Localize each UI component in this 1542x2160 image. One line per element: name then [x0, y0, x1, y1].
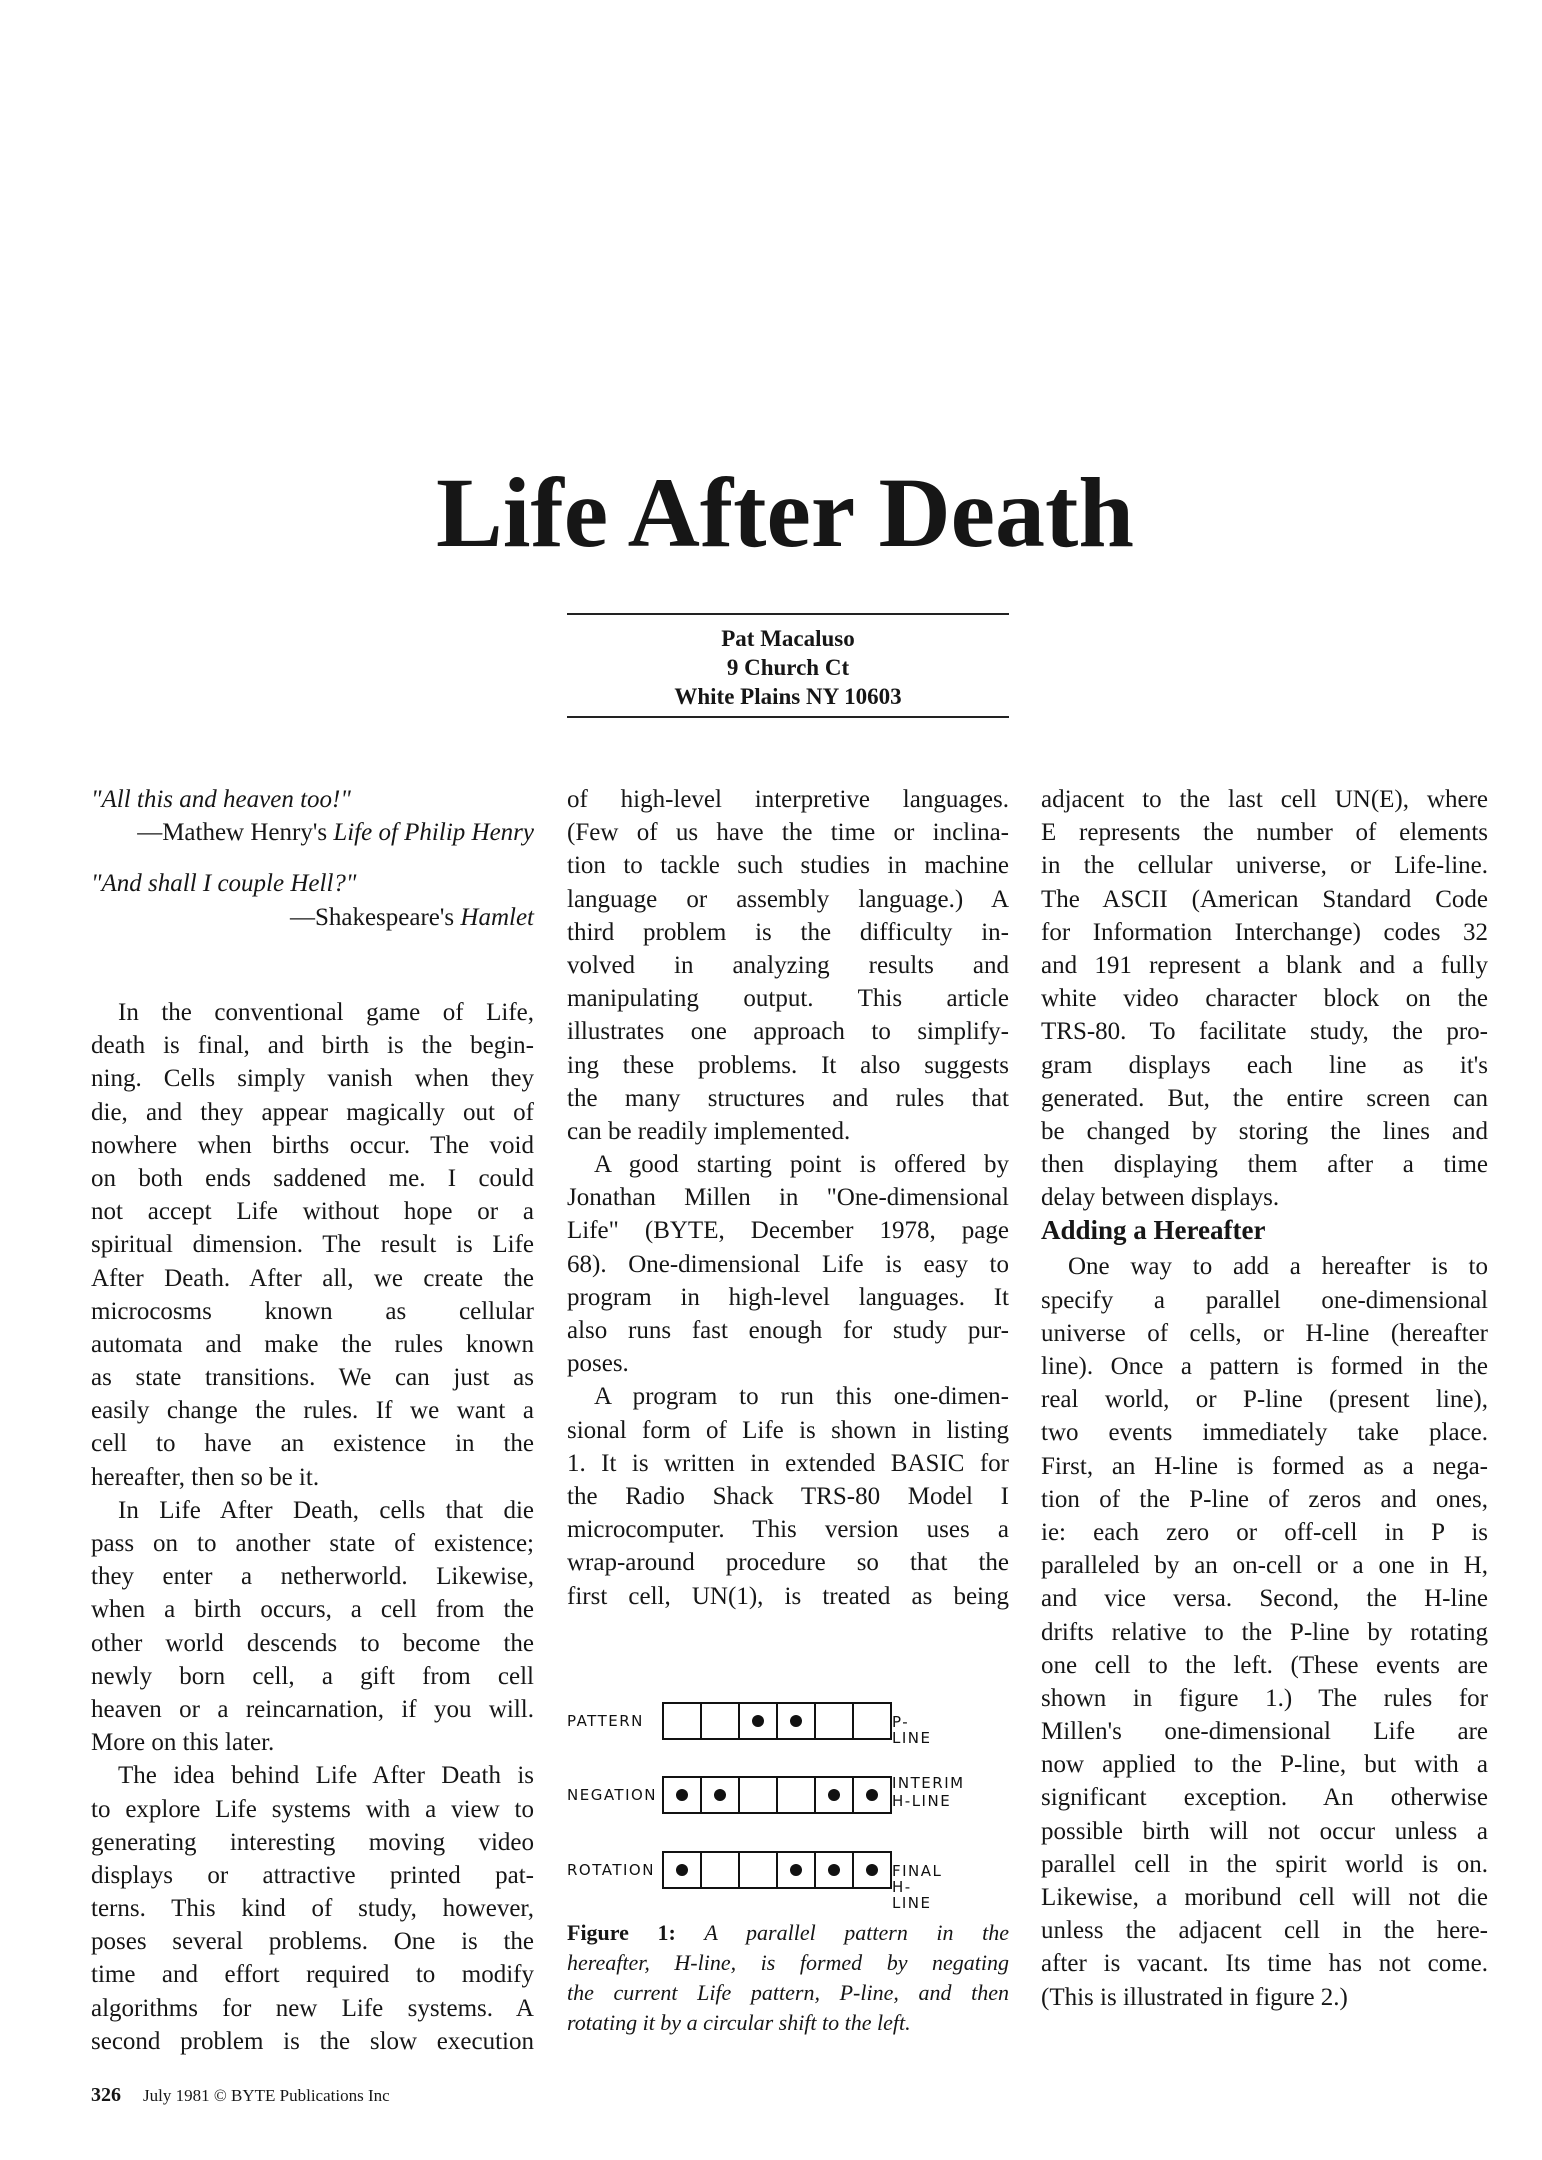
- text-line: The ASCII (American Standard Code: [1041, 885, 1488, 913]
- paragraph: [91, 1494, 534, 1760]
- article-title: Life After Death: [436, 457, 1134, 568]
- text-line: death is final, and birth is the begin-: [91, 1032, 534, 1060]
- text-line: drifts relative to the P-line by rotating: [1041, 1618, 1488, 1646]
- text-line: delay between displays.: [1041, 1184, 1280, 1212]
- author-street: 9 Church Ct: [726, 655, 850, 680]
- figure-caption: [567, 1918, 1009, 2038]
- attribution-author: —Mathew Henry's: [137, 819, 334, 847]
- on-cell: [664, 1778, 702, 1812]
- row-label: NEGATION: [567, 1786, 658, 1804]
- text-line: the Radio Shack TRS-80 Model I: [567, 1482, 1009, 1510]
- off-cell: [702, 1704, 740, 1738]
- paragraph: [1041, 783, 1488, 1214]
- text-line: microcosms known as cellular: [91, 1297, 534, 1325]
- text-line: Likewise, a moribund cell will not die: [1041, 1884, 1488, 1911]
- text-line: white video character block on the: [1041, 985, 1488, 1013]
- caption-label: Figure 1:: [567, 1920, 676, 1945]
- text-line: easily change the rules. If we want a: [91, 1397, 534, 1425]
- off-cell: [664, 1704, 702, 1738]
- text-line: on both ends saddened me. I could: [91, 1164, 534, 1192]
- text-line: then displaying them after a time: [1041, 1151, 1488, 1179]
- text-line: automata and make the rules known: [91, 1330, 534, 1358]
- text-column-2: [567, 783, 1009, 1613]
- caption-line: the current Life pattern, P-line, and then: [567, 1980, 1009, 2005]
- text-line: nowhere when births occur. The void: [91, 1131, 534, 1159]
- annotation-line: FINAL H-LINE: [892, 1862, 943, 1912]
- on-cell: [778, 1704, 816, 1738]
- cell-strip: [662, 1702, 892, 1740]
- text-line: ning. Cells simply vanish when they: [91, 1065, 534, 1093]
- text-line: adjacent to the last cell UN(E), where: [1041, 786, 1488, 813]
- on-cell: [664, 1853, 702, 1887]
- annotation-line: H-LINE: [892, 1792, 952, 1810]
- cell-strip: [662, 1851, 892, 1889]
- text-line: E represents the number of elements: [1041, 819, 1488, 847]
- page-number: 326: [91, 2084, 121, 2106]
- on-cell: [778, 1853, 816, 1887]
- text-line: specify a parallel one-dimensional: [1041, 1286, 1488, 1314]
- text-line: poses.: [567, 1350, 629, 1378]
- text-line: A program to run this one-dimen-: [594, 1383, 1009, 1411]
- text-line: in the cellular universe, or Life-line.: [1041, 852, 1488, 880]
- text-line: heaven or a reincarnation, if you will.: [91, 1695, 534, 1723]
- text-line: displays or attractive printed pat-: [91, 1861, 534, 1889]
- text-line: wrap-around procedure so that the: [567, 1549, 1009, 1577]
- caption-line: [567, 1918, 1009, 1948]
- author-block: [567, 624, 1009, 711]
- off-cell: [778, 1778, 816, 1812]
- text-line: manipulating output. This article: [567, 985, 1009, 1013]
- text-line: when a birth occurs, a cell from the: [91, 1596, 534, 1624]
- text-line: two events immediately take place.: [1041, 1419, 1488, 1447]
- text-line: paralleled by an on-cell or a one in H,: [1041, 1552, 1488, 1580]
- attribution-work: Hamlet: [460, 903, 534, 931]
- text-line: and 191 represent a blank and a fully: [1041, 951, 1488, 979]
- off-cell: [854, 1704, 890, 1738]
- text-line: also runs fast enough for study pur-: [567, 1317, 1009, 1344]
- divider: [567, 613, 1009, 615]
- text-line: gram displays each line as it's: [1041, 1051, 1488, 1079]
- paragraph: [91, 1759, 534, 2058]
- off-cell: [702, 1853, 740, 1887]
- text-line: 1. It is written in extended BASIC for: [567, 1449, 1009, 1477]
- text-column-1: [91, 996, 534, 2058]
- off-cell: [740, 1778, 778, 1812]
- text-line: cell to have an existence in the: [91, 1430, 534, 1458]
- on-cell: [702, 1778, 740, 1812]
- paragraph: [567, 783, 1009, 1148]
- text-line: now applied to the P-line, but with a: [1041, 1751, 1488, 1779]
- text-line: time and effort required to modify: [91, 1961, 534, 1989]
- caption-line: hereafter, H-line, is formed by negating: [567, 1950, 1009, 1975]
- text-line: other world descends to become the: [91, 1629, 534, 1657]
- text-line: (This is illustrated in figure 2.): [1041, 1983, 1348, 2011]
- text-line: In Life After Death, cells that die: [118, 1496, 534, 1524]
- text-line: One way to add a hereafter is to: [1068, 1253, 1488, 1281]
- row-annotation: [892, 1714, 931, 1746]
- text-line: microcomputer. This version uses a: [567, 1516, 1009, 1544]
- text-line: spiritual dimension. The result is Life: [91, 1231, 534, 1259]
- author-name: Pat Macaluso: [721, 626, 855, 651]
- off-cell: [816, 1704, 854, 1738]
- text-line: not accept Life without hope or a: [91, 1198, 534, 1226]
- text-line: parallel cell in the spirit world is on.: [1041, 1850, 1488, 1878]
- text-line: generating interesting moving video: [91, 1828, 534, 1856]
- caption-text: A parallel pattern in the: [704, 1920, 1009, 1945]
- text-line: be changed by storing the lines and: [1041, 1117, 1488, 1145]
- row-annotation: [892, 1863, 942, 1911]
- page-footer: [91, 2084, 390, 2107]
- text-line: one cell to the left. (These events are: [1041, 1651, 1488, 1679]
- text-line: 68). One-dimensional Life is easy to: [567, 1250, 1009, 1278]
- text-line: After Death. After all, we create the: [91, 1264, 534, 1292]
- text-line: of high-level interpretive languages.: [567, 786, 1009, 813]
- footer-text: July 1981 © BYTE Publications Inc: [143, 2086, 390, 2105]
- text-line: In the conventional game of Life,: [118, 999, 534, 1026]
- text-line: die, and they appear magically out of: [91, 1098, 534, 1126]
- text-line: illustrates one approach to simplify-: [567, 1018, 1009, 1046]
- text-line: tion of the P-line of zeros and ones,: [1041, 1485, 1488, 1513]
- paragraph: [567, 1148, 1009, 1380]
- text-line: (Few of us have the time or inclina-: [567, 819, 1009, 847]
- on-cell: [816, 1778, 854, 1812]
- text-line: language or assembly language.) A: [567, 885, 1009, 913]
- text-line: significant exception. An otherwise: [1041, 1784, 1488, 1812]
- off-cell: [740, 1853, 778, 1887]
- annotation-line: P-LINE: [892, 1713, 932, 1747]
- text-line: generated. But, the entire screen can: [1041, 1084, 1488, 1112]
- text-line: tion to tackle such studies in machine: [567, 852, 1009, 880]
- on-cell: [854, 1853, 890, 1887]
- text-line: poses several problems. One is the: [91, 1928, 534, 1956]
- text-line: for Information Interchange) codes 32: [1041, 918, 1488, 946]
- cell-strip: [662, 1776, 892, 1814]
- caption-line: rotating it by a circular shift to the left.: [567, 2010, 911, 2035]
- text-line: shown in figure 1.) The rules for: [1041, 1684, 1488, 1712]
- text-column-3: [1041, 783, 1488, 2014]
- text-line: TRS-80. To facilitate study, the pro-: [1041, 1018, 1488, 1046]
- divider: [567, 716, 1009, 718]
- text-line: hereafter, then so be it.: [91, 1463, 320, 1491]
- epigraph-attribution: [91, 816, 534, 849]
- text-line: First, an H-line is formed as a nega-: [1041, 1452, 1488, 1480]
- text-line: line). Once a pattern is formed in the: [1041, 1353, 1488, 1380]
- text-line: possible birth will not occur unless a: [1041, 1817, 1488, 1845]
- on-cell: [740, 1704, 778, 1738]
- epigraph-quote: "All this and heaven too!": [91, 786, 351, 813]
- text-line: Millen's one-dimensional Life are: [1041, 1718, 1488, 1746]
- annotation-line: INTERIM: [892, 1774, 965, 1792]
- text-line: to explore Life systems with a view to: [91, 1795, 534, 1823]
- text-line: third problem is the difficulty in-: [567, 918, 1009, 946]
- epigraphs: [91, 783, 534, 934]
- text-line: can be readily implemented.: [567, 1117, 851, 1145]
- text-line: ie: each zero or off-cell in P is: [1041, 1518, 1488, 1546]
- text-line: universe of cells, or H-line (hereafter: [1041, 1319, 1488, 1347]
- text-line: second problem is the slow execution: [91, 2027, 534, 2055]
- section-heading: Adding a Hereafter: [1041, 1215, 1266, 1246]
- text-line: ing these problems. It also suggests: [567, 1051, 1009, 1079]
- text-line: The idea behind Life After Death is: [118, 1762, 534, 1790]
- text-line: as state transitions. We can just as: [91, 1364, 534, 1392]
- text-line: algorithms for new Life systems. A: [91, 1994, 534, 2022]
- text-line: More on this later.: [91, 1729, 275, 1757]
- text-line: volved in analyzing results and: [567, 951, 1009, 979]
- text-line: sional form of Life is shown in listing: [567, 1416, 1009, 1444]
- text-line: unless the adjacent cell in the here-: [1041, 1917, 1488, 1945]
- epigraph-attribution: [91, 901, 534, 934]
- paragraph: [1041, 1250, 1488, 2013]
- epigraph-quote: "And shall I couple Hell?": [91, 870, 357, 898]
- on-cell: [854, 1778, 890, 1812]
- text-line: and vice versa. Second, the H-line: [1041, 1585, 1488, 1613]
- row-label: ROTATION: [567, 1861, 655, 1879]
- text-line: terns. This kind of study, however,: [91, 1895, 534, 1923]
- attribution-author: —Shakespeare's: [289, 903, 461, 931]
- text-line: after is vacant. Its time has not come.: [1041, 1950, 1488, 1978]
- text-line: Life" (BYTE, December 1978, page: [567, 1217, 1009, 1245]
- text-line: they enter a netherworld. Likewise,: [91, 1563, 534, 1591]
- author-city: White Plains NY 10603: [674, 684, 902, 709]
- paragraph: [91, 996, 534, 1494]
- text-line: Jonathan Millen in "One-dimensional: [567, 1184, 1009, 1212]
- attribution-work: Life of Philip Henry: [333, 819, 534, 847]
- text-line: first cell, UN(1), is treated as being: [567, 1582, 1009, 1610]
- text-line: program in high-level languages. It: [567, 1283, 1009, 1311]
- row-annotation: [892, 1774, 965, 1810]
- row-label: PATTERN: [567, 1712, 644, 1730]
- on-cell: [816, 1853, 854, 1887]
- text-line: real world, or P-line (present line),: [1041, 1386, 1488, 1414]
- text-line: pass on to another state of existence;: [91, 1530, 534, 1557]
- text-line: newly born cell, a gift from cell: [91, 1662, 534, 1690]
- paragraph: [567, 1380, 1009, 1612]
- text-line: A good starting point is offered by: [594, 1151, 1009, 1179]
- text-line: the many structures and rules that: [567, 1084, 1009, 1112]
